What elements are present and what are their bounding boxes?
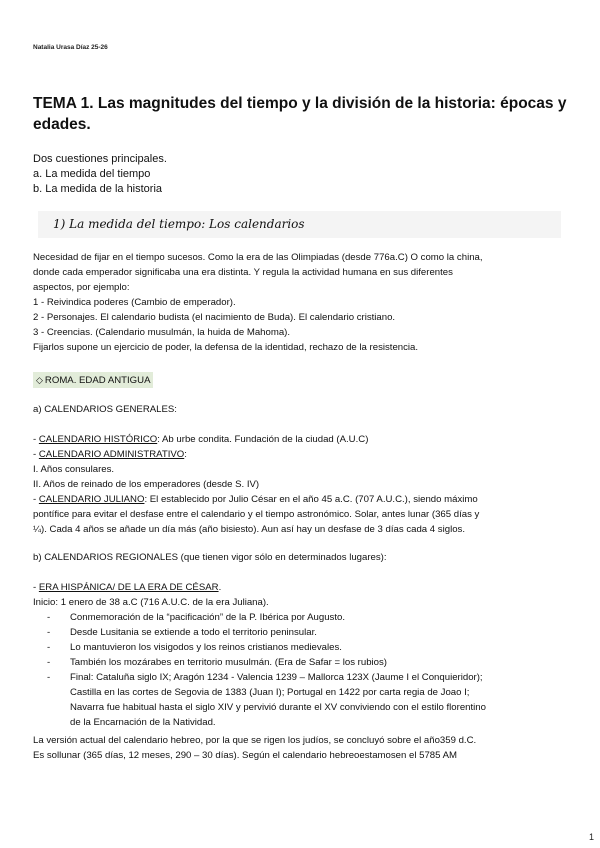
calendario-juliano — [33, 492, 573, 507]
dash-prefix: - — [33, 449, 39, 460]
list-item — [33, 610, 573, 625]
bullet-dash: - — [47, 672, 51, 683]
era-hispanica-inicio: Inicio: 1 enero de 38 a.C (716 A.U.C. de la era Juliana). — [33, 597, 269, 608]
paragraph-line: Fijarlos supone un ejercicio de poder, la defensa de la identidad, rechazo de la resistencia. — [33, 342, 419, 353]
bullet-dash: - — [47, 642, 51, 653]
paragraph-line: Es sollunar (365 días, 12 meses, 290 – 30 días). Según el calendario hebreoestamosen el 5785 AM — [33, 750, 457, 761]
final-line: Castilla en las cortes de Segovia de 1383 (Juan I); Portugal en 1422 por carta regia de Joao I; — [70, 687, 470, 698]
regionales-heading: b) CALENDARIOS REGIONALES (que tienen vigor sólo en determinados lugares): — [33, 552, 387, 563]
era-hispanica-list — [33, 610, 573, 730]
list-item-text: También los mozárabes en territorio musulmán. (Era de Safar = los rubios) — [70, 657, 387, 668]
paragraph-hebreo — [33, 733, 573, 763]
final-line: de la Encarnación de la Natividad. — [70, 717, 216, 728]
calendario-juliano-line: ¼). Cada 4 años se añade un día más (año bisiesto). Aun así hay un desfase de 3 días cada 4 siglos. — [33, 524, 465, 535]
calendario-historico — [33, 432, 573, 447]
paragraph-line: 2 - Personajes. El calendario budista (el nacimiento de Buda). El calendario cristiano. — [33, 312, 396, 323]
intro-item-a: a. La medida del tiempo — [33, 168, 151, 180]
dash-prefix: - — [33, 494, 39, 505]
paragraph-line: 3 - Creencias. (Calendario musulmán, la huida de Mahoma). — [33, 327, 291, 338]
era-hispanica-term: ERA HISPÁNICA/ DE LA ERA DE CÉSAR — [38, 582, 219, 593]
page-title: TEMA 1. Las magnitudes del tiempo y la división de la historia: épocas y edades. — [33, 95, 567, 133]
calendario-historico-term: CALENDARIO HISTÓRICO — [38, 434, 158, 445]
era-hispanica-block — [33, 580, 573, 610]
administrativo-item-ii: II. Años de reinado de los emperadores (desde S. IV) — [33, 479, 260, 490]
era-hispanica-title — [33, 580, 573, 595]
period-suffix: . — [218, 582, 222, 593]
calendario-administrativo-term: CALENDARIO ADMINISTRATIVO — [38, 449, 185, 460]
paragraph-necesidad — [33, 250, 573, 355]
paragraph-line: aspectos, por ejemplo: — [33, 282, 130, 293]
generales-heading: a) CALENDARIOS GENERALES: — [33, 404, 177, 415]
list-item — [33, 640, 573, 655]
calendario-historico-desc: : Ab urbe condita. Fundación de la ciudad (A.U.C) — [157, 434, 369, 445]
paragraph-line: donde cada emperador significaba una era distinta. Y regula la actividad humana en sus diferentes — [33, 267, 453, 278]
section-heading-calendarios: 1) La medida del tiempo: Los calendarios — [38, 211, 561, 238]
list-item-text: Conmemoración de la “pacificación” de la P. Ibérica por Augusto. — [70, 612, 345, 623]
calendarios-generales-block — [33, 432, 573, 537]
dash-prefix: - — [33, 434, 39, 445]
paragraph-line: La versión actual del calendario hebreo, por la que se rigen los judíos, se concluyó sobre el año359 d.C. — [33, 735, 477, 746]
paragraph-line: Necesidad de fijar en el tiempo sucesos. Como la era de las Olimpiadas (desde 776a.C) O como la china, — [33, 252, 483, 263]
calendario-juliano-line: pontífice para evitar el desfase entre el calendario y el tiempo astronómico. Solar, antes lunar (365 días y — [33, 509, 480, 520]
calendario-juliano-desc: : El establecido por Julio César en el año 45 a.C. (707 A.U.C.), siendo máximo — [144, 494, 478, 505]
page-number: 1 — [588, 832, 594, 842]
intro-lead: Dos cuestiones principales. — [33, 153, 167, 165]
final-line: Final: Cataluña siglo IX; Aragón 1234 - Valencia 1239 – Mallorca 123X (Jaume I el Conquieridor); — [70, 672, 483, 683]
list-item-text: Lo mantuvieron los visigodos y los reinos cristianos medievales. — [70, 642, 342, 653]
diamond-icon: ◇ — [36, 375, 43, 385]
roma-label-text: ROMA. EDAD ANTIGUA — [44, 375, 151, 386]
intro-item-b: b. La medida de la historia — [33, 183, 163, 195]
list-item-final — [33, 670, 573, 730]
administrativo-item-i: I. Años consulares. — [33, 464, 115, 475]
calendario-administrativo — [33, 447, 573, 462]
bullet-dash: - — [47, 657, 51, 668]
dash-prefix: - — [33, 582, 39, 593]
calendario-administrativo-colon: : — [184, 449, 187, 460]
bullet-dash: - — [47, 627, 51, 638]
paragraph-line: 1 - Reivindica poderes (Cambio de emperador). — [33, 297, 236, 308]
list-item-text: Desde Lusitania se extiende a todo el territorio peninsular. — [70, 627, 317, 638]
list-item — [33, 655, 573, 670]
bullet-dash: - — [47, 612, 51, 623]
roma-highlight-label — [33, 372, 153, 388]
calendario-juliano-term: CALENDARIO JULIANO — [38, 494, 145, 505]
intro-block — [33, 152, 167, 197]
final-line: Navarra fue habitual hasta el siglo XIV y pervivió durante el XV conviviendo con el estilo florentino — [70, 702, 486, 713]
author-header: Natalia Urasa Díaz 25-26 — [33, 44, 108, 51]
list-item — [33, 625, 573, 640]
